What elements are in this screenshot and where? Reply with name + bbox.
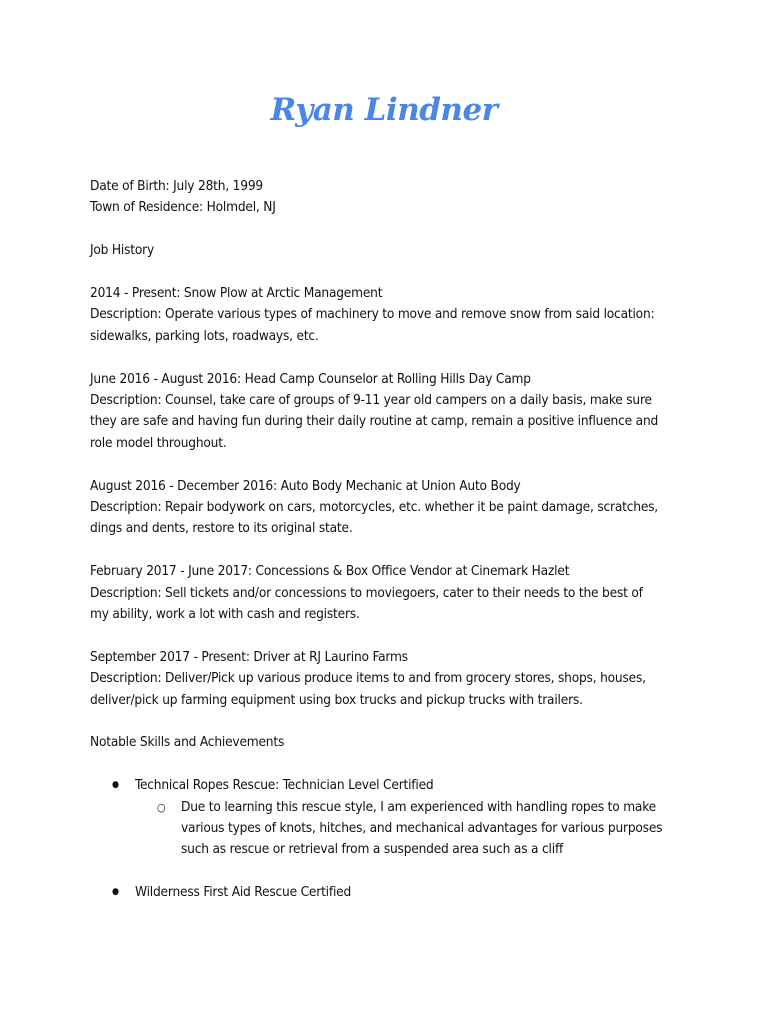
job-title: August 2016 - December 2016: Auto Body Mechanic at Union Auto Body xyxy=(90,477,521,494)
town-of-residence: Town of Residence: Holmdel, NJ xyxy=(90,199,276,216)
job-entry xyxy=(90,476,690,540)
skill-label: ● Technical Ropes Rescue: Technician Level Certified xyxy=(90,775,690,796)
job-description-line: Description: Sell tickets and/or concessions to moviegoers, cater to their needs to the best of xyxy=(90,584,643,601)
job-description-line: dings and dents, restore to its original state. xyxy=(90,520,353,537)
date-of-birth: Date of Birth: July 28th, 1999 xyxy=(90,178,264,194)
skills-heading: Notable Skills and Achievements xyxy=(90,734,285,751)
job-entry xyxy=(90,561,690,625)
skill-detail-line: ○ Due to learning this rescue style, I am experienced with handling ropes to make xyxy=(90,797,690,818)
skills-list xyxy=(90,775,690,903)
job-description-line: they are safe and having fun during their daily routine at camp, remain a positive influence and xyxy=(90,413,659,430)
job-description-line: Description: Deliver/Pick up various produce items to and from grocery stores, shops, houses, xyxy=(90,670,646,687)
job-description-line: deliver/pick up farming equipment using box trucks and pickup trucks with trailers. xyxy=(90,691,583,708)
job-description-line: Description: Repair bodywork on cars, motorcycles, etc. whether it be paint damage, scratches, xyxy=(90,499,658,516)
resume-body xyxy=(90,176,690,904)
skill-item xyxy=(90,882,690,903)
job-title: June 2016 - August 2016: Head Camp Counselor at Rolling Hills Day Camp xyxy=(90,370,531,387)
job-description-line: Description: Counsel, take care of groups of 9-11 year old campers on a daily basis, make sure xyxy=(90,392,652,409)
job-title: September 2017 - Present: Driver at RJ Laurino Farms xyxy=(90,648,408,665)
applicant-name: Ryan Lindner xyxy=(270,92,498,128)
skill-label: ● Wilderness First Aid Rescue Certified xyxy=(90,882,690,903)
job-description-line: my ability, work a lot with cash and registers. xyxy=(90,606,360,623)
job-description-line: role model throughout. xyxy=(90,434,227,451)
job-entry xyxy=(90,369,690,455)
job-description-line: Description: Operate various types of machinery to move and remove snow from said location: xyxy=(90,306,655,323)
skill-item xyxy=(90,775,690,861)
job-history-heading: Job History xyxy=(90,242,155,259)
job-entry xyxy=(90,283,690,347)
skill-detail-line: such as rescue or retrieval from a suspended area such as a cliff xyxy=(181,841,564,858)
job-entry xyxy=(90,647,690,711)
job-title: 2014 - Present: Snow Plow at Arctic Management xyxy=(90,285,383,301)
job-description-line: sidewalks, parking lots, roadways, etc. xyxy=(90,327,319,344)
job-title: February 2017 - June 2017: Concessions & Box Office Vendor at Cinemark Hazlet xyxy=(90,563,570,580)
skill-detail-line: various types of knots, hitches, and mechanical advantages for various purposes xyxy=(181,820,663,837)
